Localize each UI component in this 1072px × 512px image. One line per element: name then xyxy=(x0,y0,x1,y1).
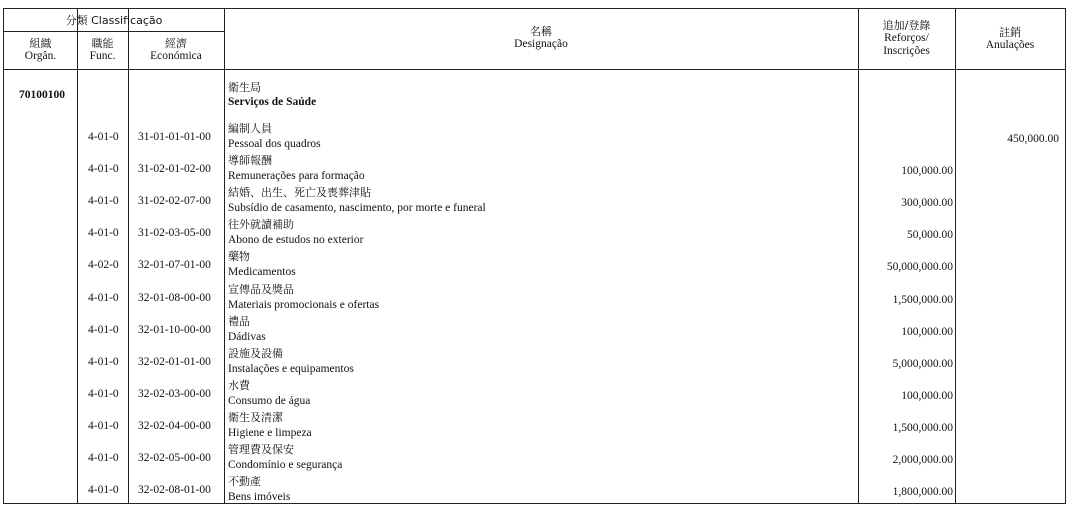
func-code: 4-01-0 xyxy=(88,227,119,240)
table-row xyxy=(4,442,1065,474)
reinforce-amount: 1,800,000.00 xyxy=(892,486,953,499)
item-name-cn: 編制人員 xyxy=(228,122,272,135)
cancel-header: 註銷 Anulações xyxy=(985,26,1035,51)
func-code: 4-02-0 xyxy=(88,259,119,272)
item-name-cn: 水費 xyxy=(228,378,250,392)
table-row xyxy=(4,474,1065,506)
reinforce-amount: 1,500,000.00 xyxy=(892,293,953,306)
reinforce-amount: 50,000,000.00 xyxy=(886,261,953,274)
item-name-pt: Higiene e limpeza xyxy=(228,426,312,439)
table-row xyxy=(4,378,1065,410)
reinforce-amount: 1,500,000.00 xyxy=(892,421,953,434)
item-name-cn: 往外就讀補助 xyxy=(228,218,294,232)
func-code: 4-01-0 xyxy=(88,387,119,400)
item-name-pt: Bens imóveis xyxy=(228,491,291,504)
item-name-pt: Condomínio e segurança xyxy=(228,459,343,471)
func-code: 4-01-0 xyxy=(88,323,119,336)
item-name-cn: 不動產 xyxy=(228,475,261,489)
econ-code: 31-02-01-02-00 xyxy=(138,163,211,176)
item-name-pt: Remunerações para formação xyxy=(228,170,365,183)
func-code: 4-01-0 xyxy=(88,195,119,208)
cancel-amount: 450,000.00 xyxy=(1007,133,1059,145)
item-name-cn: 設施及設備 xyxy=(228,346,283,360)
reinforce-amount: 100,000.00 xyxy=(901,325,953,338)
table-row xyxy=(4,153,1065,185)
table-row xyxy=(4,346,1065,378)
item-name-pt: Instalações e equipamentos xyxy=(228,362,354,375)
organ-header: 組織 Orgân. xyxy=(24,37,57,62)
table-row xyxy=(4,249,1065,281)
func-code: 4-01-0 xyxy=(88,484,119,497)
entity-name-cn: 衛生局 xyxy=(228,81,261,94)
econ-code: 32-02-03-00-00 xyxy=(138,387,211,400)
econ-code: 32-02-01-01-00 xyxy=(138,355,211,368)
table-row xyxy=(4,217,1065,249)
econ-code: 32-02-05-00-00 xyxy=(138,452,211,464)
table-row xyxy=(4,185,1065,217)
entity-code: 70100100 xyxy=(19,89,65,101)
item-name-pt: Abono de estudos no exterior xyxy=(228,234,364,247)
item-name-cn: 禮品 xyxy=(228,314,250,328)
func-code: 4-01-0 xyxy=(88,419,119,432)
econ-code: 32-02-08-01-00 xyxy=(138,484,211,497)
econ-code: 32-01-08-00-00 xyxy=(138,291,211,304)
econ-code: 32-01-07-01-00 xyxy=(138,259,211,272)
header-bottom-rule xyxy=(4,69,1065,70)
econ-header: 經濟 Económica xyxy=(150,37,202,62)
budget-table xyxy=(3,8,1066,504)
item-name-pt: Medicamentos xyxy=(228,266,296,279)
table-row xyxy=(4,121,1065,153)
item-name-cn: 宣傳品及獎品 xyxy=(228,282,294,296)
item-name-pt: Consumo de água xyxy=(228,394,311,407)
classification-header: 分類 Classificação xyxy=(65,14,163,27)
item-name-pt: Pessoal dos quadros xyxy=(228,138,321,150)
entity-name-pt: Serviços de Saúde xyxy=(228,96,317,108)
table-row xyxy=(4,410,1065,442)
func-header: 職能 Func. xyxy=(89,37,116,62)
func-code: 4-01-0 xyxy=(88,131,119,143)
reinforce-amount: 300,000.00 xyxy=(901,197,953,210)
reinforce-amount: 2,000,000.00 xyxy=(892,454,953,466)
func-code: 4-01-0 xyxy=(88,452,119,464)
designation-header: 名稱 Designação xyxy=(514,25,568,50)
econ-code: 32-01-10-00-00 xyxy=(138,323,211,336)
reinforce-amount: 5,000,000.00 xyxy=(892,357,953,370)
table-row xyxy=(4,282,1065,314)
reinforce-amount: 100,000.00 xyxy=(901,165,953,178)
item-name-cn: 衛生及清潔 xyxy=(228,410,283,424)
func-code: 4-01-0 xyxy=(88,163,119,176)
item-name-pt: Materiais promocionais e ofertas xyxy=(228,298,380,311)
item-name-cn: 結婚、出生、死亡及喪葬津貼 xyxy=(228,186,371,200)
func-code: 4-01-0 xyxy=(88,291,119,304)
item-name-pt: Subsídio de casamento, nascimento, por morte e funeral xyxy=(228,202,486,215)
reinforce-amount: 100,000.00 xyxy=(901,389,953,402)
econ-code: 31-02-03-05-00 xyxy=(138,227,211,240)
econ-code: 31-02-02-07-00 xyxy=(138,195,211,208)
classification-rule xyxy=(4,31,224,32)
table-row xyxy=(4,314,1065,346)
item-name-cn: 導師報酬 xyxy=(228,154,272,168)
econ-code: 32-02-04-00-00 xyxy=(138,419,211,432)
reinforce-header: 追加/登錄 Reforços/ Inscrições xyxy=(882,19,931,57)
econ-code: 31-01-01-01-00 xyxy=(138,131,211,143)
item-name-cn: 藥物 xyxy=(228,250,250,264)
func-code: 4-01-0 xyxy=(88,355,119,368)
item-name-pt: Dádivas xyxy=(228,330,266,343)
reinforce-amount: 50,000.00 xyxy=(907,229,953,242)
item-name-cn: 管理費及保安 xyxy=(228,443,294,456)
